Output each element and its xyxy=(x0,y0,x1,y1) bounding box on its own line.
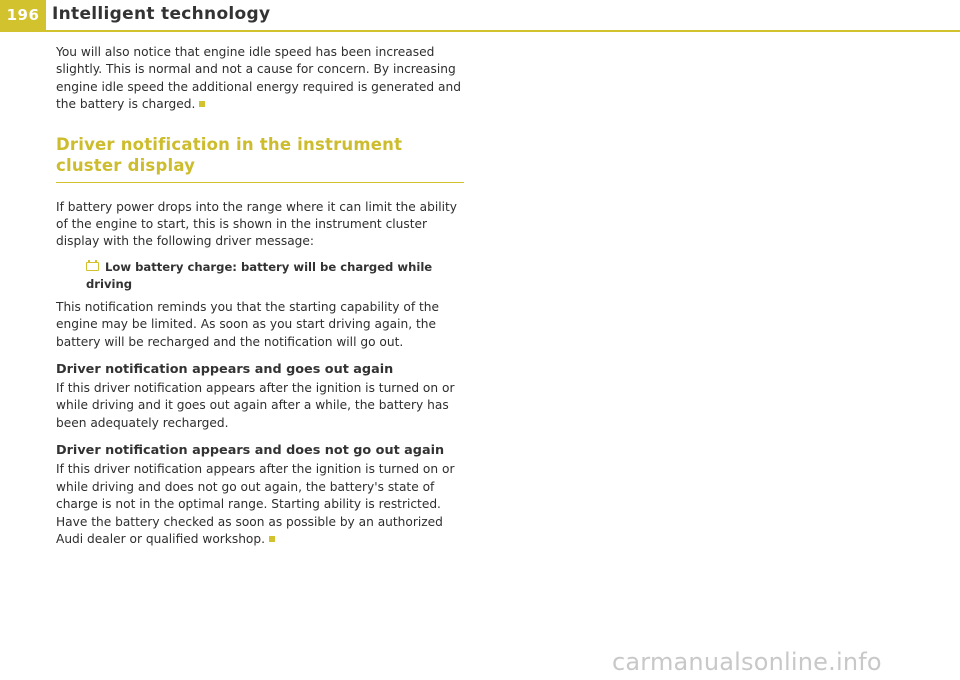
header-divider xyxy=(0,30,960,32)
battery-icon xyxy=(86,262,99,271)
message-explanation: This notification reminds you that the starting capability of the engine may be limited. As soon as you start driving again, the battery will be recharged and the notification will go out. xyxy=(56,299,440,349)
subsection-text-does-not-go-out-body: If this driver notification appears after the ignition is turned on or while driving and does not go out again, the battery's state of charge is not in the optimal range. Starting ability is restricted. Have the battery checked as soon as possible by an authorized Audi dealer or qualified workshop. xyxy=(56,462,455,546)
end-of-section-icon xyxy=(199,101,205,107)
section-title: Driver notification in the instrument cluster display xyxy=(56,134,464,183)
subsection-heading-does-not-go-out: Driver notification appears and does not go out again xyxy=(56,443,445,459)
watermark: carmanualsonline.info xyxy=(612,648,882,676)
driver-message-text: Low battery charge: battery will be charged while driving xyxy=(86,259,433,291)
end-of-section-icon xyxy=(269,536,275,542)
page-number: 196 xyxy=(0,0,46,30)
driver-message xyxy=(56,259,464,293)
subsection-heading-goes-out: Driver notification appears and goes out again xyxy=(56,362,394,378)
subsection-text-goes-out: If this driver notification appears after the ignition is turned on or while driving and it goes out again after a while, the battery has been adequately recharged. xyxy=(56,381,455,430)
intro-paragraph xyxy=(56,44,464,114)
chapter-title: Intelligent technology xyxy=(52,4,271,24)
subsection-text-does-not-go-out xyxy=(56,461,464,548)
main-content xyxy=(56,44,464,548)
intro-paragraph-text: You will also notice that engine idle speed has been increased slightly. This is normal and not a cause for concern. By increasing engine idle speed the additional energy required is generated and the battery is charged. xyxy=(56,45,461,112)
section-intro: If battery power drops into the range where it can limit the ability of the engine to start, this is shown in the instrument cluster display with the following driver message: xyxy=(56,199,457,249)
